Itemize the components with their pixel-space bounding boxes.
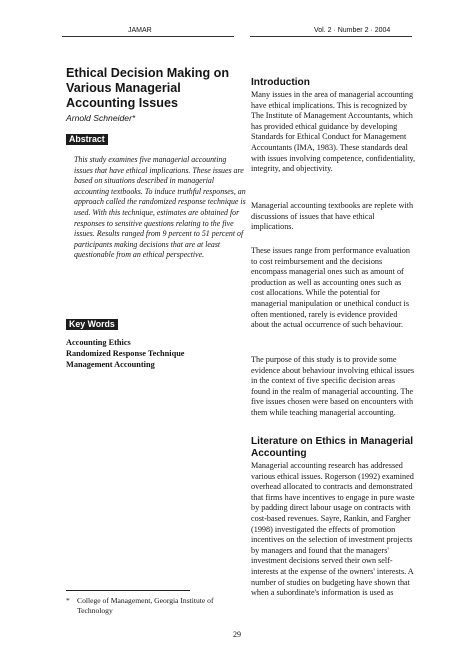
header-rule-left bbox=[62, 36, 234, 37]
affiliation-footnote bbox=[66, 596, 246, 615]
introduction-heading: Introduction bbox=[251, 77, 310, 88]
article-title: Ethical Decision Making on Various Managerial Accounting Issues bbox=[66, 66, 230, 110]
footnote-rule bbox=[66, 590, 190, 591]
keyword-item: Management Accounting bbox=[66, 360, 155, 369]
intro-paragraph: These issues range from performance evaluation to cost reimbursement and the decisions encompass managerial ones such as amount of production as well as accounting ones such as cost allocations. While the potential for managerial manipulation or unethical conduct is often mentioned, rarely is evidence provided about the actual occurrence of such behaviour. bbox=[251, 246, 410, 330]
keyword-item: Accounting Ethics bbox=[66, 338, 131, 347]
footnote-text: College of Management, Georgia Institute of Technology bbox=[77, 596, 214, 615]
abstract-text: This study examines five managerial accounting issues that have ethical implications. These issues are based on situations described in managerial accounting textbooks. To induce truthful responses, an approach called the randomized response technique is used. With this technique, estimates are obtained for responses to sensitive questions relating to the five issues. Results ranged from 9 percent to 51 percent of participants making decisions that are at least questionable from an ethical perspective. bbox=[74, 155, 246, 260]
intro-paragraph: Managerial accounting textbooks are replete with discussions of issues that have ethical implications. bbox=[251, 201, 414, 232]
page-number: 29 bbox=[233, 630, 241, 639]
keywords-list bbox=[66, 337, 246, 370]
header-rule-right bbox=[250, 36, 412, 37]
literature-heading: Literature on Ethics in Managerial Accounting bbox=[251, 436, 414, 459]
footnote-marker: * bbox=[66, 596, 70, 605]
running-header-journal: JAMAR bbox=[128, 27, 152, 34]
author-name: Arnold Schneider* bbox=[66, 113, 136, 123]
running-header-volume: Vol. 2 · Number 2 · 2004 bbox=[314, 27, 391, 34]
literature-paragraph: Managerial accounting research has addressed various ethical issues. Rogerson (1992) examined overhead allocated to contracts and demonstrated that firms have incentives to engage in pure waste by padding direct labour usage on contracts with cost-based revenues. Sayre, Rankin, and Fargher (1998) investigated the effects of promotion incentives on the selection of investment projects by managers and found that the managers' investment decisions served their own self-interests at the expense of the owners' interests. A number of studies on budgeting have shown that when a subordinate's information is used as bbox=[251, 461, 415, 598]
intro-paragraph: Many issues in the area of managerial accounting have ethical implications. This is recognized by The Institute of Management Accountants, which has provided ethical guidance by developing Standards for Ethical Conduct for Management Accountants (IMA, 1983). These standards deal with issues involving competence, confidentiality, integrity, and objectivity. bbox=[251, 90, 416, 174]
abstract-label: Abstract bbox=[66, 134, 108, 145]
keywords-label: Key Words bbox=[66, 319, 118, 330]
intro-paragraph: The purpose of this study is to provide some evidence about behaviour involving ethical issues in the context of five specific decision areas found in the realm of managerial accounting. The five issues chosen were based on encounters with them while teaching managerial accounting. bbox=[251, 355, 415, 417]
keyword-item: Randomized Response Technique bbox=[66, 349, 185, 358]
